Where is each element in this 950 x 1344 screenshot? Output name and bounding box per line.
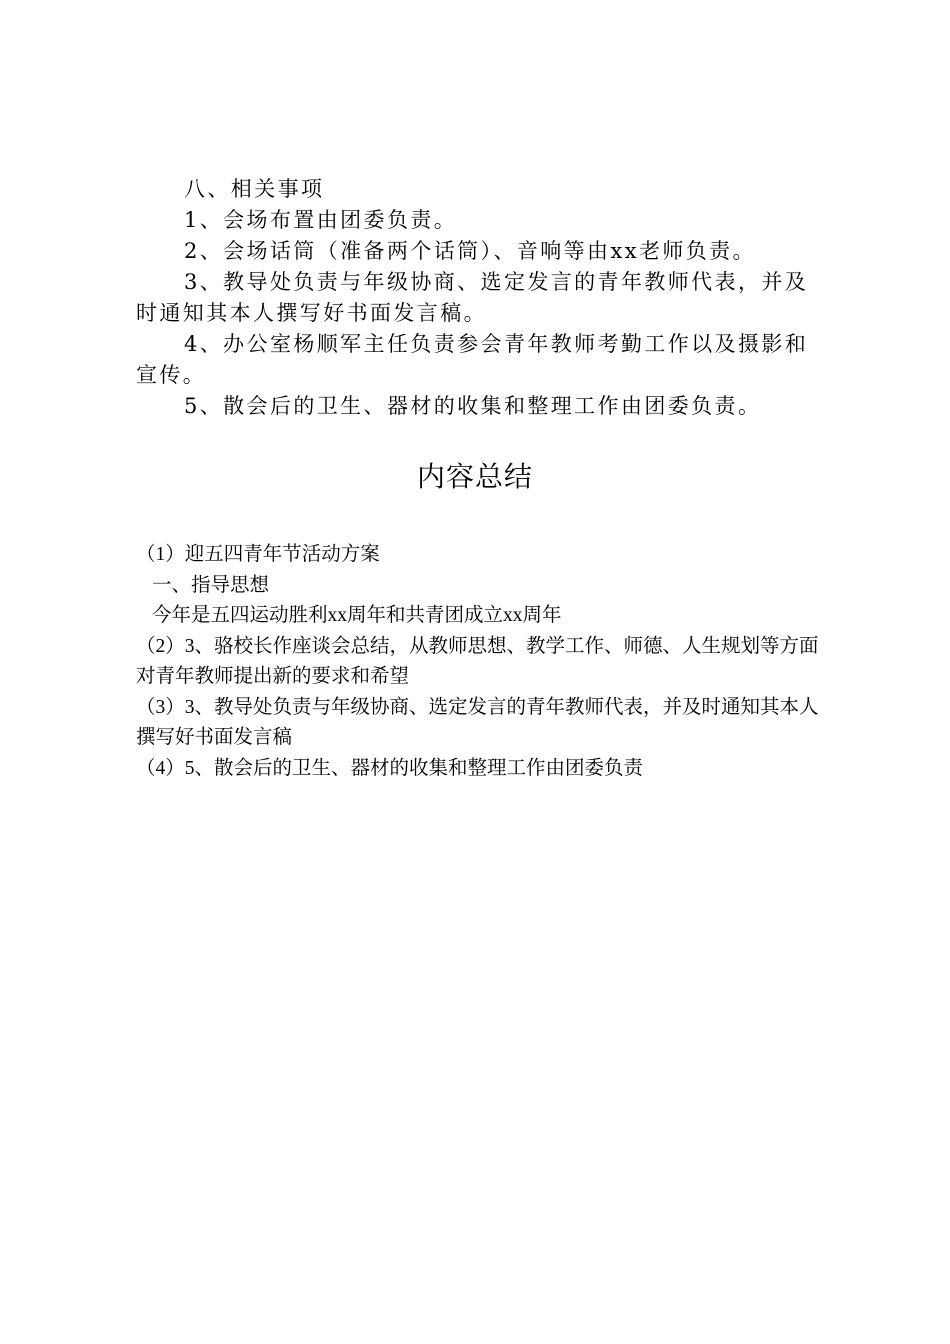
section-item: 5、散会后的卫生、器材的收集和整理工作由团委负责。	[184, 394, 762, 418]
summary-line: （4）5、散会后的卫生、器材的收集和整理工作由团委负责	[136, 757, 644, 779]
summary-line: （3）3、教导处负责与年级协商、选定发言的青年教师代表，并及时通知其本人撰写好书面发言稿	[136, 696, 819, 748]
summary-title: 内容总结	[416, 462, 533, 493]
summary-section	[136, 540, 826, 784]
section-item: 2、会场话筒（准备两个话筒）、音响等由xx老师负责。	[184, 239, 756, 263]
section-item: 1、会场布置由团委负责。	[184, 208, 458, 232]
section-heading: 八、相关事项	[184, 177, 325, 201]
summary-line: （1）迎五四青年节活动方案	[136, 544, 380, 565]
related-matters-section	[136, 174, 816, 422]
section-item: 3、教导处负责与年级协商、选定发言的青年教师代表，并及时通知其本人撰写好书面发言稿。	[136, 270, 809, 325]
summary-line: 一、指导思想	[152, 574, 270, 596]
summary-line: （2）3、骆校长作座谈会总结，从教师思想、教学工作、师德、人生规划等方面对青年教师提出新的要求和希望	[136, 635, 819, 687]
section-item: 4、办公室杨顺军主任负责参会青年教师考勤工作以及摄影和宣传。	[136, 332, 809, 387]
summary-line: 今年是五四运动胜利xx周年和共青团成立xx周年	[152, 605, 562, 626]
